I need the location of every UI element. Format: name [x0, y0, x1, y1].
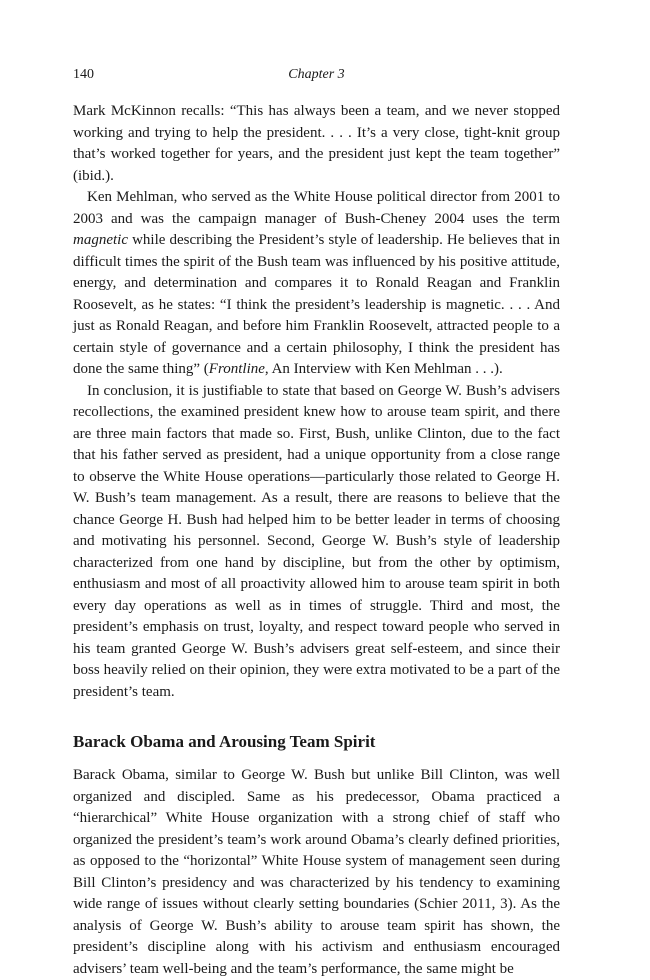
italic-text: magnetic [73, 232, 128, 248]
text-run: , An Interview with Ken Mehlman . . .). [264, 361, 503, 377]
chapter-title: Chapter 3 [288, 67, 345, 82]
text-run: In conclusion, it is justifiable to state that based on George W. Bush’s advisers recollections, the examined president knew how to arouse team spirit, and there are three main factors that made so. First, Bush, unlike Clinton, due to the fact that his father served as president, had a unique opportunity from a close range to observe the White House operations—particularly those related to George H. W. Bush’s team management. As a result, there are reasons to believe that the chance George H. Bush had helped him to be better leader in terms of choosing and motivating his personnel. Second, George W. Bush’s style of leadership characterized from one hand by discipline, but from the other by optimism, enthusiasm and most of all proactivity allowed him to arouse team spirit in both every day operations as well as in times of struggle. Third and most, the president’s emphasis on trust, loyalty, and respect toward people who served in his team granted George W. Bush’s advisers great self-esteem, and since their boss heavily relied on their opinion, they were extra motivated to be a part of the president’s team. [73, 382, 560, 700]
text-run: while describing the President’s style of leadership. He believes that in difficult times the spirit of the Bush team was influenced by his positive attitude, energy, and determination and compares it to Ronald Reagan and Franklin Roosevelt, as he states: “I think the president’s leadership is magnetic. . . . And just as Ronald Reagan, and before him Franklin Roosevelt, attracted people to a certain style of governance and a certain philosophy, I think the president has done the same thing” ( [73, 232, 560, 377]
text-run: Ken Mehlman, who served as the White House political director from 2001 to 2003 and was the campaign manager of Bush-Cheney 2004 uses the term [73, 189, 560, 227]
italic-text: Frontline [208, 361, 265, 377]
page-number: 140 [73, 67, 94, 82]
paragraph-conclusion [73, 381, 560, 704]
section-heading: Barack Obama and Arousing Team Spirit [73, 732, 376, 751]
paragraph-mckinnon [73, 101, 560, 187]
paragraph-obama: Barack Obama, similar to George W. Bush but unlike Bill Clinton, was well organized and discipled. Same as his predecessor, Obama practiced a “hierarchical” White House organization with a strong chief of staff who organized the president’s team’s work around Obama’s clearly defined priorities, as opposed to the “horizontal” White House system of management seen during Bill Clinton’s presidency and was characterized by his tendency to examining wide range of issues without clearly setting boundaries (Schier 2011, 3). As the analysis of George W. Bush’s ability to arouse team spirit has shown, the president’s discipline along with his activism and enthusiasm encouraged advisers’ team well-being and the team’s performance, the same might be [73, 767, 560, 977]
body-text [73, 101, 560, 980]
text-run: Mark McKinnon recalls: “This has always been a team, and we never stopped working and trying to help the president. . . . It’s a very close, tight-knit group that’s worked together for years, and the president just kept the team together” (ibid.). [73, 103, 560, 184]
book-page [73, 64, 560, 980]
running-head [73, 64, 560, 86]
paragraph-mehlman [73, 187, 560, 381]
